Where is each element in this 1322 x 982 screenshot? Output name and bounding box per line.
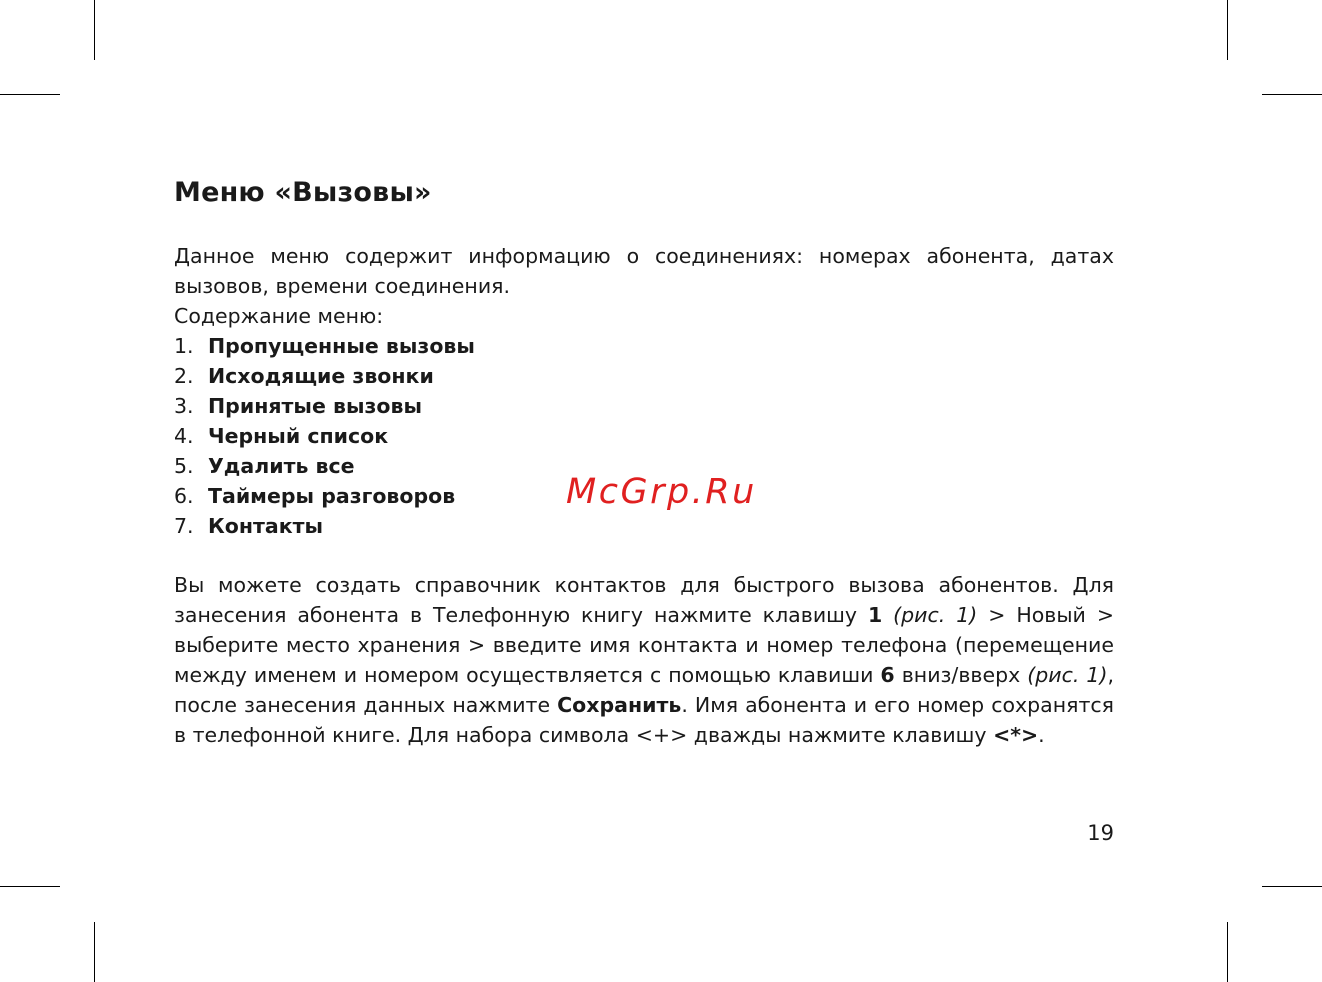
- paragraph-text: Вы можете создать справочник контактов для быстрого вызова абонентов. Для занесения абонента в Телефонную книгу нажмите клавишу: [174, 573, 1114, 627]
- key-1: 1: [867, 603, 883, 627]
- list-item: [174, 361, 475, 391]
- crop-mark-top-left-horizontal: [0, 94, 60, 95]
- list-item-number: 3.: [174, 394, 194, 418]
- crop-mark-top-right-vertical: [1227, 0, 1228, 60]
- crop-mark-bottom-right-vertical: [1227, 922, 1228, 982]
- page-number: 19: [1087, 821, 1114, 845]
- intro-text: [174, 241, 1114, 331]
- paragraph-text: > Новый > выберите место хранения > введите имя контакта и номер телефона (перемещение между именем и номером осуществляется с помощью клавиши: [174, 603, 1114, 687]
- crop-mark-bottom-left-horizontal: [0, 886, 60, 887]
- intro-line-1: Данное меню содержит информацию о соединениях: номерах абонента, датах: [174, 244, 1114, 268]
- figure-reference: (рис. 1): [893, 603, 978, 627]
- list-item: [174, 391, 475, 421]
- menu-contents-list: [174, 331, 475, 541]
- list-item-number: 1.: [174, 334, 194, 358]
- list-item: [174, 331, 475, 361]
- list-item-number: 5.: [174, 454, 194, 478]
- list-item-number: 4.: [174, 424, 194, 448]
- list-item: [174, 451, 475, 481]
- list-item-label: Пропущенные вызовы: [208, 334, 475, 358]
- list-item-number: 6.: [174, 484, 194, 508]
- crop-mark-bottom-left-vertical: [94, 922, 95, 982]
- list-item-label: Удалить все: [208, 454, 355, 478]
- save-key-label: Сохранить: [557, 693, 682, 717]
- list-item: [174, 511, 475, 541]
- list-item-label: Контакты: [208, 514, 324, 538]
- paragraph-text: вниз/вверх: [894, 663, 1028, 687]
- star-key: <*>: [993, 723, 1039, 747]
- intro-line-2: вызовов, времени соединения.: [174, 274, 510, 298]
- list-item-number: 2.: [174, 364, 194, 388]
- list-item-label: Исходящие звонки: [208, 364, 434, 388]
- list-item: [174, 481, 475, 511]
- paragraph-text: , после занесения данных нажмите: [174, 663, 1114, 717]
- contacts-paragraph: [174, 570, 1114, 750]
- list-item-label: Принятые вызовы: [208, 394, 422, 418]
- list-item-number: 7.: [174, 514, 194, 538]
- watermark: McGrp.Ru: [566, 472, 757, 512]
- contents-label: Содержание меню:: [174, 304, 384, 328]
- page-title: Меню «Вызовы»: [174, 177, 432, 208]
- crop-mark-top-left-vertical: [94, 0, 95, 60]
- crop-mark-top-right-horizontal: [1262, 94, 1322, 95]
- list-item: [174, 421, 475, 451]
- paragraph-text: . Имя абонента и его номер сохранятся в телефонной книге. Для набора символа <+> дважды нажмите клавишу: [174, 693, 1114, 747]
- list-item-label: Таймеры разговоров: [208, 484, 456, 508]
- list-item-label: Черный список: [208, 424, 389, 448]
- figure-reference: (рис. 1): [1027, 663, 1108, 687]
- key-6: 6: [880, 663, 895, 687]
- crop-mark-bottom-right-horizontal: [1262, 886, 1322, 887]
- paragraph-text: .: [1038, 723, 1045, 747]
